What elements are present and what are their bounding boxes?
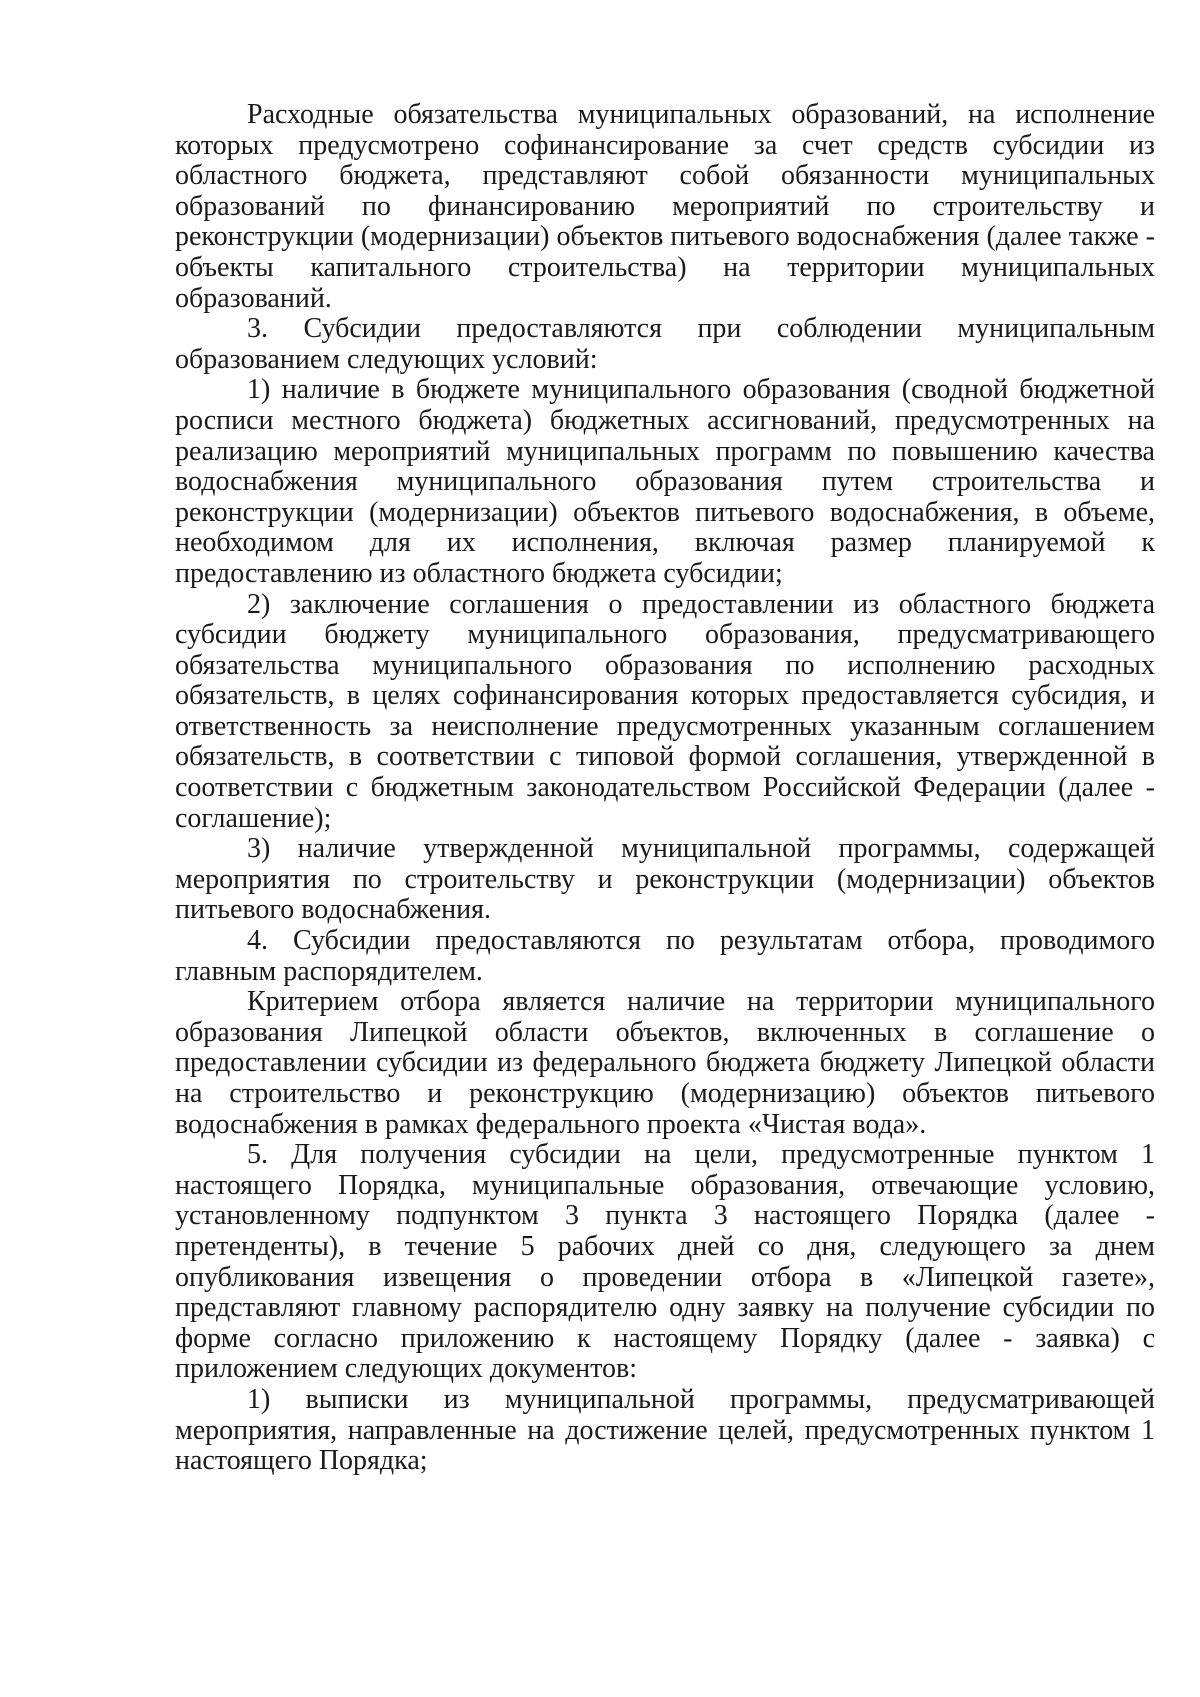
paragraph-condition-3: 3) наличие утвержденной муниципальной программы, содержащей мероприятия по строительству и реконструкции (модернизации) объектов питьевого водоснабжения. xyxy=(175,833,1155,926)
paragraph-expenditure-obligations: Расходные обязательства муниципальных образований, на исполнение которых предусмотрено софинансирование за счет средств субсидии из областного бюджета, представляют собой обязанности муниципальных образований по финансированию мероприятий по строительству и реконструкции (модернизации) объектов питьевого водоснабжения (далее также - объекты капитального строительства) на территории муниципальных образований. xyxy=(175,99,1155,314)
paragraph-clause-4: 4. Субсидии предоставляются по результатам отбора, проводимого главным распорядителем. xyxy=(175,925,1155,987)
paragraph-clause-5: 5. Для получения субсидии на цели, предусмотренные пунктом 1 настоящего Порядка, муниципальные образования, отвечающие условию, установленному подпунктом 3 пункта 3 настоящего Порядка (далее - претенденты), в течение 5 рабочих дней со дня, следующего за днем опубликования извещения о проведении отбора в «Липецкой газете», представляют главному распорядителю одну заявку на получение субсидии по форме согласно приложению к настоящему Порядку (далее - заявка) с приложением следующих документов: xyxy=(175,1139,1155,1385)
paragraph-condition-1: 1) наличие в бюджете муниципального образования (сводной бюджетной росписи местного бюджета) бюджетных ассигнований, предусмотренных на реализацию мероприятий муниципальных программ по повышению качества водоснабжения муниципального образования путем строительства и реконструкции (модернизации) объектов питьевого водоснабжения, в объеме, необходимом для их исполнения, включая размер планируемой к предоставлению из областного бюджета субсидии; xyxy=(175,374,1155,589)
paragraph-condition-2: 2) заключение соглашения о предоставлении из областного бюджета субсидии бюджету муниципального образования, предусматривающего обязательства муниципального образования по исполнению расходных обязательств, в целях софинансирования которых предоставляется субсидия, и ответственность за неисполнение предусмотренных указанным соглашением обязательств, в соответствии с типовой формой соглашения, утвержденной в соответствии с бюджетным законодательством Российской Федерации (далее - соглашение); xyxy=(175,588,1155,834)
paragraph-selection-criterion: Критерием отбора является наличие на территории муниципального образования Липецкой области объектов, включенных в соглашение о предоставлении субсидии из федерального бюджета бюджету Липецкой области на строительство и реконструкцию (модернизацию) объектов питьевого водоснабжения в рамках федерального проекта «Чистая вода». xyxy=(175,986,1155,1140)
paragraph-clause-3: 3. Субсидии предоставляются при соблюдении муниципальным образованием следующих условий: xyxy=(175,313,1155,375)
document-page xyxy=(175,100,1155,1477)
paragraph-document-1: 1) выписки из муниципальной программы, предусматривающей мероприятия, направленные на достижение целей, предусмотренных пунктом 1 настоящего Порядка; xyxy=(175,1383,1155,1477)
